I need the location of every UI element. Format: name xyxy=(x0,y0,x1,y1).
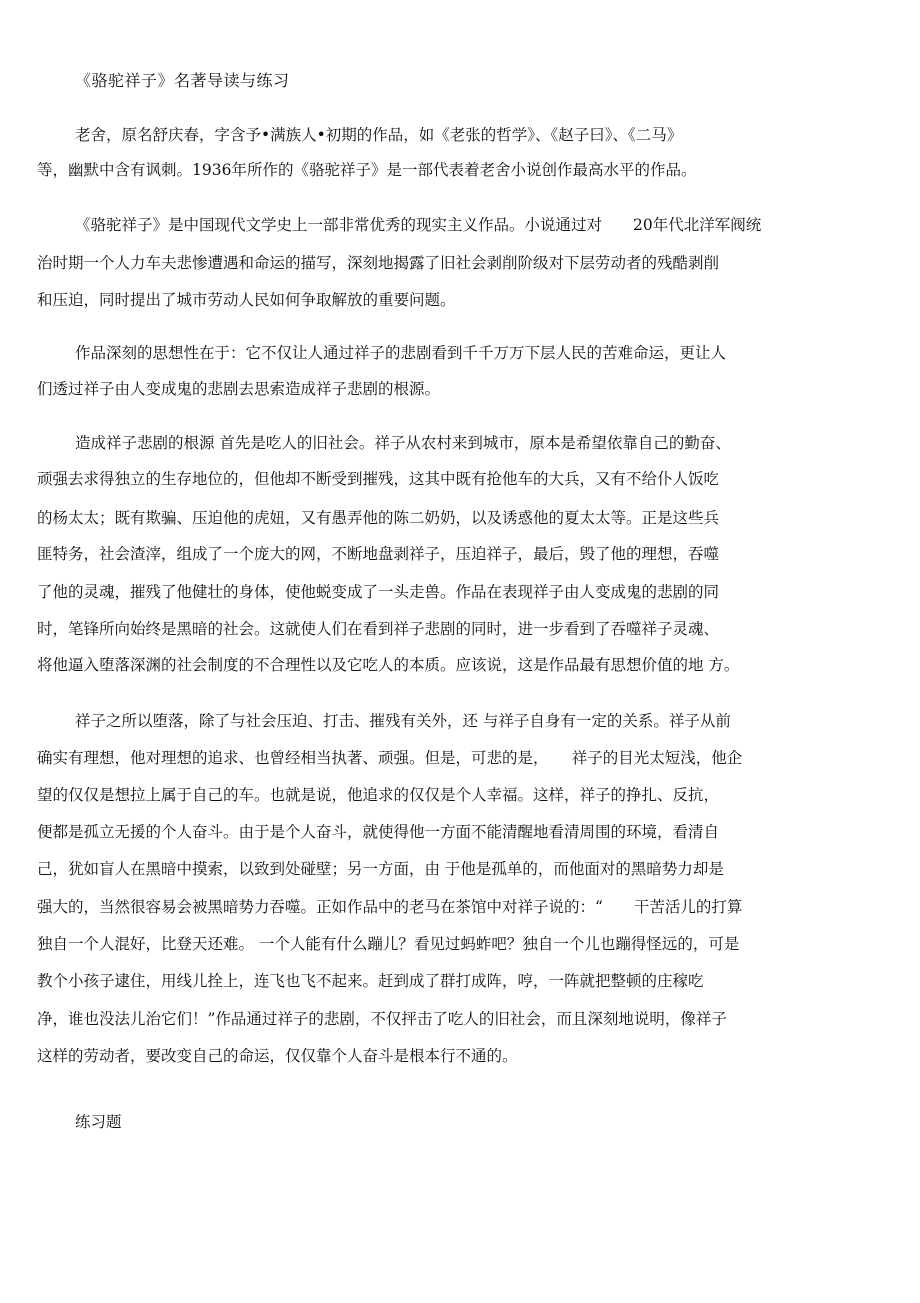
paragraph-line: 己，犹如盲人在黑暗中摸索，以致到处碰壁；另一方面，由 于他是孤单的，而他面对的黑暗势力却是 xyxy=(37,860,724,878)
paragraph-line: 《骆驼祥子》是中国现代文学史上一部非常优秀的现实主义作品。小说通过对 20年代北洋军阀统 xyxy=(75,216,762,234)
paragraph-line: 们透过祥子由人变成鬼的悲剧去思索造成祥子悲剧的根源。 xyxy=(37,380,441,398)
paragraph-line: 治时期一个人力车夫悲惨遭遇和命运的描写，深刻地揭露了旧社会剥削阶级对下层劳动者的残酷剥削 xyxy=(37,254,720,272)
paragraph-line: 便都是孤立无援的个人奋斗。由于是个人奋斗，就使得他一方面不能清醒地看清周围的环境，看清自 xyxy=(37,823,720,841)
document-title: 《骆驼祥子》名著导读与练习 xyxy=(75,71,290,90)
paragraph-line: 作品深刻的思想性在于：它不仅让人通过祥子的悲剧看到千千万万下层人民的苦难命运，更让人 xyxy=(75,344,727,362)
paragraph-line: 望的仅仅是想拉上属于自己的车。也就是说，他追求的仅仅是个人幸福。这样，祥子的挣扎、反抗， xyxy=(37,786,720,804)
paragraph-line: 将他逼入堕落深渊的社会制度的不合理性以及它吃人的本质。应该说，这是作品最有思想价值的地 方。 xyxy=(37,656,740,674)
paragraph-line: 造成祥子悲剧的根源 首先是吃人的旧社会。祥子从农村来到城市，原本是希望依靠自己的勤奋、 xyxy=(75,434,731,452)
paragraph-line: 时，笔锋所向始终是黑暗的社会。这就使人们在看到祥子悲剧的同时，进一步看到了吞噬祥子灵魂、 xyxy=(37,620,720,638)
paragraph-line: 和压迫，同时提出了城市劳动人民如何争取解放的重要问题。 xyxy=(37,291,456,309)
paragraph-line: 的杨太太；既有欺骗、压迫他的虎妞，又有愚弄他的陈二奶奶，以及诱惑他的夏太太等。正是这些兵 xyxy=(37,509,720,527)
paragraph-line: 顽强去求得独立的生存地位的，但他却不断受到摧残，这其中既有抢他车的大兵，又有不给仆人饭吃 xyxy=(37,470,720,488)
paragraph-line: 这样的劳动者，要改变自己的命运，仅仅靠个人奋斗是根本行不通的。 xyxy=(37,1047,518,1065)
paragraph-line: 匪特务，社会渣滓，组成了一个庞大的网，不断地盘剥祥子，压迫祥子，最后，毁了他的理想，吞噬 xyxy=(37,545,720,563)
paragraph-line: 老舍，原名舒庆春，字含予•满族人•初期的作品，如《老张的哲学》、《赵子曰》、《二马》 xyxy=(75,126,683,144)
exercise-heading: 练习题 xyxy=(75,1113,122,1131)
paragraph-line: 强大的，当然很容易会被黑暗势力吞噬。正如作品中的老马在茶馆中对祥子说的：“ 干苦活儿的打算 xyxy=(37,898,743,916)
paragraph-line: 教个小孩子逮住，用线儿拴上，连飞也飞不起来。赶到成了群打成阵，哼，一阵就把整顿的庄稼吃 xyxy=(37,972,704,990)
paragraph-line: 净，谁也没法儿治它们！”作品通过祥子的悲剧，不仅抨击了吃人的旧社会，而且深刻地说明，像祥子 xyxy=(37,1010,727,1028)
paragraph-line: 了他的灵魂，摧残了他健壮的身体，使他蜕变成了一头走兽。作品在表现祥子由人变成鬼的悲剧的同 xyxy=(37,583,720,601)
paragraph-line: 独自一个人混好，比登天还难。 一个人能有什么蹦儿？看见过蚂蚱吧？独自一个儿也蹦得怪远的，可是 xyxy=(37,935,740,953)
paragraph-line: 祥子之所以堕落，除了与社会压迫、打击、摧残有关外，还 与祥子自身有一定的关系。祥子从前 xyxy=(75,712,731,730)
paragraph-line: 等，幽默中含有讽刺。1936年所作的《骆驼祥子》是一部代表着老舍小说创作最高水平的作品。 xyxy=(37,161,697,179)
paragraph-line: 确实有理想，他对理想的追求、也曾经相当执著、顽强。但是，可悲的是， 祥子的目光太短浅，他企 xyxy=(37,749,743,767)
